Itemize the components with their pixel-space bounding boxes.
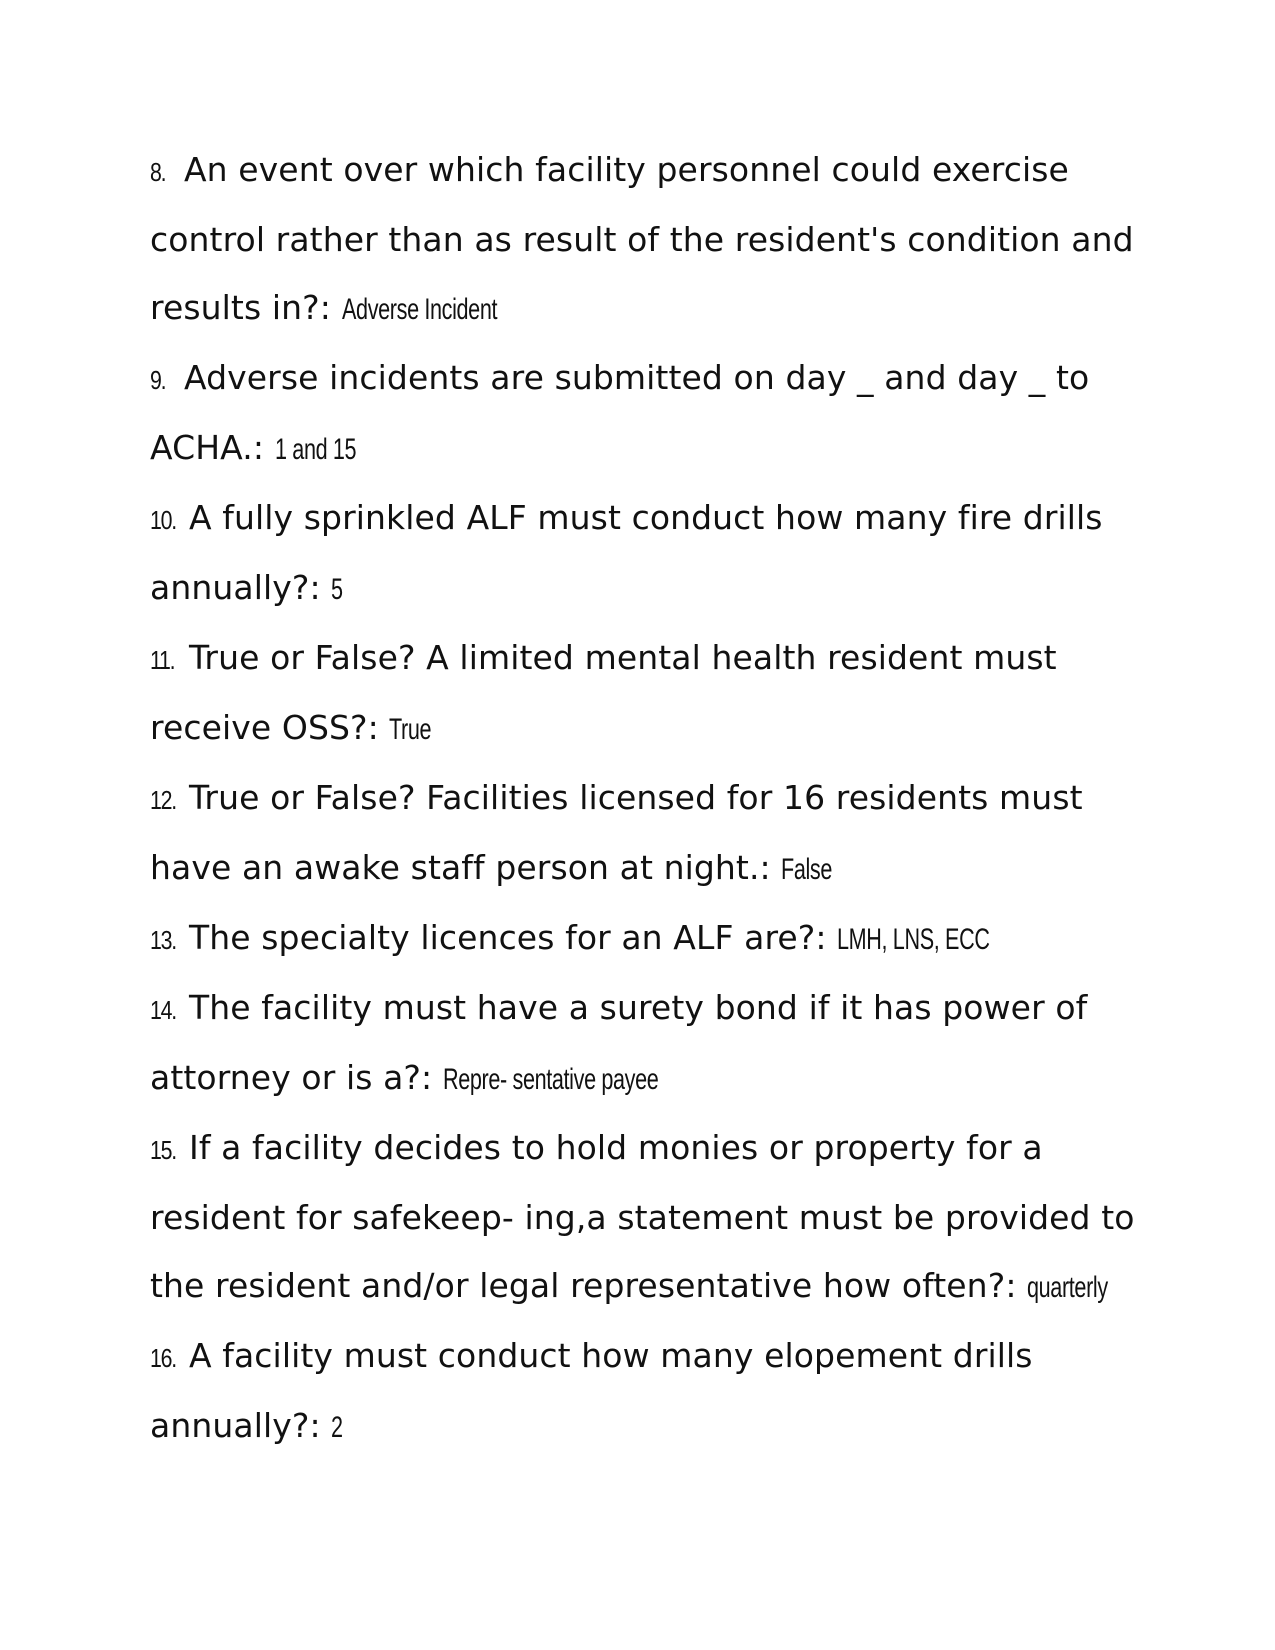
document-page (150, 136, 1150, 1462)
answer-text: 1 and 15 (274, 433, 356, 466)
qa-item-8 (150, 136, 1150, 344)
answer-text: quarterly (1027, 1271, 1108, 1304)
answer-text: Adverse Incident (341, 293, 497, 326)
qa-item-13 (150, 904, 1150, 974)
answer-text: 5 (331, 573, 343, 606)
item-number: 10. (150, 505, 176, 535)
answer-text: True (389, 713, 432, 746)
item-number: 15. (150, 1135, 176, 1165)
question-text: The facility must have a surety bond if it has power of attorney or is a?: (150, 988, 1088, 1097)
qa-item-10 (150, 484, 1150, 624)
qa-item-9 (150, 344, 1150, 484)
answer-text: LMH, LNS, ECC (837, 923, 990, 956)
answer-text: False (781, 853, 833, 886)
question-text: A fully sprinkled ALF must conduct how many fire drills annually?: (150, 498, 1103, 607)
qa-item-14 (150, 974, 1150, 1114)
qa-item-12 (150, 764, 1150, 904)
answer-text: 2 (331, 1411, 343, 1444)
item-number: 9. (150, 365, 166, 395)
question-text: True or False? Facilities licensed for 16 residents must have an awake staff person at night.: (150, 778, 1083, 887)
item-number: 16. (150, 1343, 176, 1373)
question-text: True or False? A limited mental health resident must receive OSS?: (150, 638, 1057, 747)
question-text: If a facility decides to hold monies or property for a resident for safekeep- ing,a statement must be provided to the resident and/or legal representative how often?: (150, 1128, 1135, 1305)
answer-text: Repre- sentative payee (442, 1063, 659, 1096)
question-text: A facility must conduct how many elopement drills annually?: (150, 1336, 1033, 1445)
item-number: 14. (150, 995, 176, 1025)
qa-item-16 (150, 1322, 1150, 1462)
item-number: 13. (150, 925, 176, 955)
qa-item-11 (150, 624, 1150, 764)
qa-item-15 (150, 1114, 1150, 1322)
question-text: Adverse incidents are submitted on day _ and day _ to ACHA.: (150, 358, 1090, 467)
question-text: The specialty licences for an ALF are?: (189, 918, 827, 957)
item-number: 12. (150, 785, 176, 815)
item-number: 11. (150, 645, 175, 675)
item-number: 8. (150, 157, 166, 187)
question-text: An event over which facility personnel could exercise control rather than as result of the resident's condition and results in?: (150, 150, 1134, 327)
